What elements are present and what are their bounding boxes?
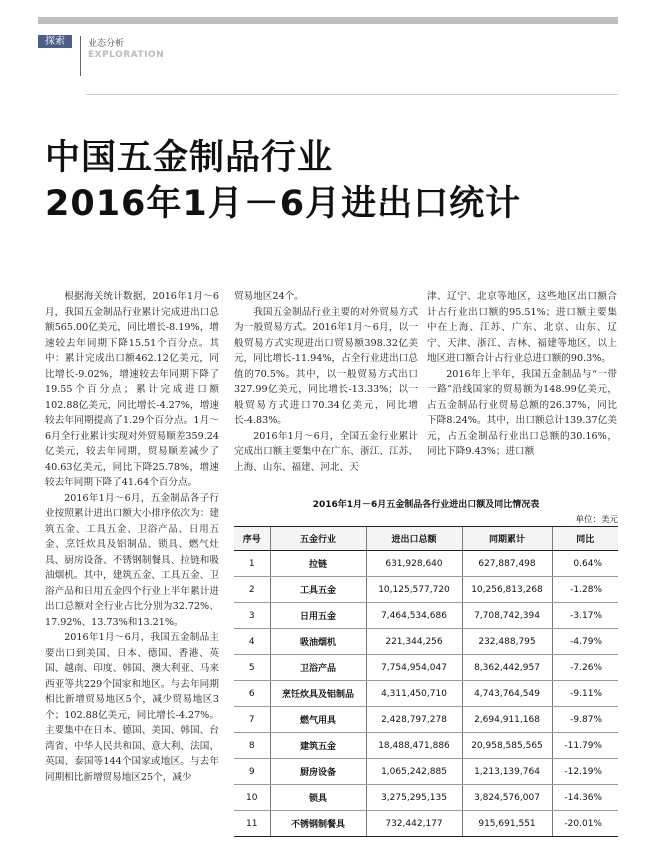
article-column-1: [45, 289, 219, 785]
cell-index: 9: [234, 759, 270, 785]
cell-industry: 锁具: [270, 785, 366, 811]
cell-prior: 2,694,911,168: [462, 707, 552, 733]
cell-prior: 7,708,742,394: [462, 603, 552, 629]
cell-prior: 627,887,498: [462, 551, 552, 577]
section-label-en: EXPLORATION: [88, 50, 165, 60]
cell-index: 2: [234, 577, 270, 603]
cell-total: 732,442,177: [366, 811, 462, 837]
paragraph: 根据海关统计数据，2016年1月～6月，我国五金制品行业累计完成进出口总额565.00亿美元，同比增长-8.19%，增速较去年同期下降15.51个百分点。其中：累计完成出口额462.12亿美元，同比增长-9.02%，增速较去年同期下降了19.55个百分点；累计完成进口额102.88亿美元，同比增长-4.27%，增速较去年同期提高了1.29个百分点。1月～6月全行业累计实现对外贸易顺差359.24亿美元，较去年同期，贸易顺差减少了40.63亿美元，同比下降25.78%，增速较去年同期下降了41.64个百分点。: [45, 291, 219, 488]
paragraph: 津、辽宁、北京等地区，这些地区出口额合计占行业出口额的95.51%；进口额主要集中在上海、江苏、广东、北京、山东、辽宁、天津、浙江、吉林、福建等地区，以上地区进口额合计占行业总进口额的90.3%。: [427, 291, 617, 364]
cell-total: 18,488,471,886: [366, 733, 462, 759]
cell-index: 3: [234, 603, 270, 629]
cell-prior: 4,743,764,549: [462, 681, 552, 707]
paragraph: 2016年1月～6月，我国五金制品主要出口到美国、日本、德国、香港、英国、越南、印度、韩国、澳大利亚、马来西亚等共229个国家和地区。与去年同期相比新增贸易地区5个，减少贸易地区3个；102.88亿美元，同比增长-4.27%。主要集中在日本、德国、美国、韩国、台湾省、中华人民共和国、意大利、法国、英国、泰国等144个国家或地区。与去年同期相比新增贸易地区25个，减少: [45, 632, 219, 783]
cell-prior: 915,691,551: [462, 811, 552, 837]
table-header-row: [234, 527, 618, 551]
cell-industry: 燃气用具: [270, 707, 366, 733]
cell-industry: 卫浴产品: [270, 655, 366, 681]
title-line-2: 2016年1月－6月进出口统计: [45, 184, 522, 224]
cell-yoy: -20.01%: [552, 811, 618, 837]
table-row: [234, 603, 618, 629]
trade-table: [234, 526, 618, 837]
header-total: 进出口总额: [366, 527, 462, 551]
cell-index: 4: [234, 629, 270, 655]
paragraph: 2016年1月～6月，五金制品各子行业按照累计进出口额大小排序依次为：建筑五金、工具五金、卫浴产品、日用五金、烹饪炊具及铝制品、锁具、燃气灶具、厨房设备、不锈钢制餐具、拉链和吸油烟机。其中，建筑五金、工具五金、卫浴产品和日用五金四个行业上半年累计进出口总额对全行业占比分别为32.72%、17.92%、13.73%和13.21%。: [45, 492, 219, 628]
cell-yoy: -1.28%: [552, 577, 618, 603]
cell-index: 8: [234, 733, 270, 759]
cell-yoy: -3.17%: [552, 603, 618, 629]
cell-yoy: -11.79%: [552, 733, 618, 759]
article-title: [45, 135, 615, 227]
cell-total: 4,311,450,710: [366, 681, 462, 707]
header-prior: 同期累计: [462, 527, 552, 551]
cell-industry: 吸油烟机: [270, 629, 366, 655]
table-row: [234, 551, 618, 577]
paragraph: 2016年1月～6月，全国五金行业累计完成出口额主要集中在广东、浙江、江苏、上海、山东、福建、河北、天: [234, 430, 418, 473]
cell-industry: 工具五金: [270, 577, 366, 603]
cell-total: 221,344,256: [366, 629, 462, 655]
cell-total: 2,428,797,278: [366, 707, 462, 733]
table-row: [234, 785, 618, 811]
cell-industry: 烹饪炊具及铝制品: [270, 681, 366, 707]
cell-total: 631,928,640: [366, 551, 462, 577]
cell-index: 10: [234, 785, 270, 811]
section-tag: 探索: [38, 35, 72, 48]
cell-industry: 厨房设备: [270, 759, 366, 785]
header-rule: [86, 94, 618, 95]
cell-yoy: -9.11%: [552, 681, 618, 707]
table-row: [234, 707, 618, 733]
cell-total: 10,125,577,720: [366, 577, 462, 603]
table-row: [234, 733, 618, 759]
top-decorative-bar: [38, 17, 618, 24]
table-row: [234, 759, 618, 785]
cell-prior: 3,824,576,007: [462, 785, 552, 811]
cell-prior: 10,256,813,268: [462, 577, 552, 603]
cell-index: 7: [234, 707, 270, 733]
cell-yoy: 0.64%: [552, 551, 618, 577]
paragraph: 贸易地区24个。: [234, 291, 304, 302]
cell-yoy: -7.26%: [552, 655, 618, 681]
cell-industry: 拉链: [270, 551, 366, 577]
header-index: 序号: [234, 527, 270, 551]
cell-yoy: -12.19%: [552, 759, 618, 785]
cell-prior: 232,488,795: [462, 629, 552, 655]
cell-industry: 不锈钢制餐具: [270, 811, 366, 837]
article-column-2: [234, 289, 418, 475]
table-row: [234, 681, 618, 707]
table-row: [234, 577, 618, 603]
cell-yoy: -14.36%: [552, 785, 618, 811]
table-unit: 单位：美元: [575, 515, 618, 525]
cell-prior: 20,958,585,565: [462, 733, 552, 759]
cell-index: 11: [234, 811, 270, 837]
cell-total: 1,065,242,885: [366, 759, 462, 785]
cell-total: 7,754,954,047: [366, 655, 462, 681]
paragraph: 2016年上半年，我国五金制品与“一带一路”沿线国家的贸易额为148.99亿美元，占五金制品行业贸易总额的26.37%，同比下降8.24%。其中，出口额总计139.37亿美元，占五金制品行业出口总额的30.16%，同比下降9.43%；进口额: [427, 368, 617, 457]
cell-index: 1: [234, 551, 270, 577]
table-title: 2016年1月－6月五金制品各行业进出口额及同比情况表: [312, 500, 540, 510]
cell-total: 7,464,534,686: [366, 603, 462, 629]
cell-yoy: -9.87%: [552, 707, 618, 733]
table-row: [234, 629, 618, 655]
table-row: [234, 655, 618, 681]
cell-index: 5: [234, 655, 270, 681]
title-line-1: 中国五金制品行业: [45, 138, 334, 178]
header-yoy: 同比: [552, 527, 618, 551]
cell-industry: 日用五金: [270, 603, 366, 629]
cell-index: 6: [234, 681, 270, 707]
cell-prior: 1,213,139,764: [462, 759, 552, 785]
article-column-3: [427, 289, 617, 460]
cell-prior: 8,362,442,957: [462, 655, 552, 681]
cell-total: 3,275,295,135: [366, 785, 462, 811]
section-label-cn: 业态分析: [88, 39, 125, 49]
paragraph: 我国五金制品行业主要的对外贸易方式为一般贸易方式。2016年1月～6月，以一般贸易方式实现进出口贸易额398.32亿美元，同比增长-11.94%，占全行业进出口总值的70.5%。其中，以一般贸易方式出口327.99亿美元，同比增长-13.33%；以一般贸易方式进口70.34亿美元，同比增长-4.83%。: [234, 306, 418, 426]
header-divider: [80, 36, 81, 76]
table-row: [234, 811, 618, 837]
cell-industry: 建筑五金: [270, 733, 366, 759]
cell-yoy: -4.79%: [552, 629, 618, 655]
header-industry: 五金行业: [270, 527, 366, 551]
